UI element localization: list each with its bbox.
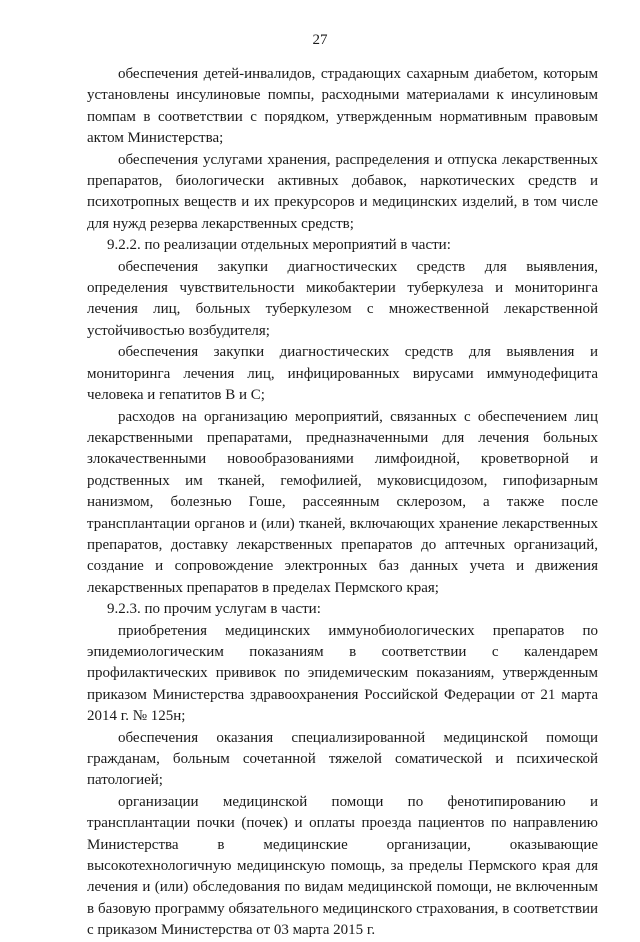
section-9-2-3-heading: 9.2.3. по прочим услугам в части: <box>107 601 321 618</box>
paragraph-kidney-transplant: организации медицинской помощи по фенотипированию и трансплантации почки (почек) и оплаты проезда пациентов по направлению Министерства в медицинские организации, оказывающие высокотехнологичную медицинскую помощь, за пределы Пермского края для лечения и (или) обследования по видам медицинской помощи, не включенным в базовую программу обязательного медицинского страхования, в соответствии с приказом Министерства от 03 марта 2015 г. <box>87 793 598 939</box>
paragraph-drug-provision-expenses: расходов на организацию мероприятий, связанных с обеспечением лиц лекарственными препаратами, предназначенными для лечения больных злокачественными новообразованиями лимфоидной, кроветворной и родственных им тканей, гемофилией, муковисцидозом, гипофизарным нанизмом, болезнью Гоше, рассеянным склерозом, а также после трансплантации органов и (или) тканей, включающих хранение лекарственных препаратов, доставку лекарственных препаратов до аптечных организаций, создание и сопровождение электронных баз данных учета и движения лекарственных препаратов в пределах Пермского края; <box>87 408 598 596</box>
document-body <box>87 64 598 942</box>
page-number: 27 <box>312 32 328 48</box>
paragraph-tuberculosis-diagnostics: обеспечения закупки диагностических средств для выявления, определения чувствительности микобактерии туберкулеза и мониторинга лечения лиц, больных туберкулезом с множественной лекарственной устойчивостью возбудителя; <box>87 258 598 339</box>
section-9-2-2-heading: 9.2.2. по реализации отдельных мероприятий в части: <box>107 237 451 254</box>
paragraph-storage-services: обеспечения услугами хранения, распределения и отпуска лекарственных препаратов, биологически активных добавок, наркотических средств и психотропных веществ и их прекурсоров и медицинских изделий, в том числе для нужд резерва лекарственных средств; <box>87 151 598 232</box>
paragraph-immunobiological-purchase: приобретения медицинских иммунобиологических препаратов по эпидемиологическим показаниям в соответствии с календарем профилактических прививок по эпидемическим показаниям, утвержденным приказом Министерства здравоохранения Российской Федерации от 21 марта 2014 г. № 125н; <box>87 622 598 725</box>
paragraph-specialized-care: обеспечения оказания специализированной медицинской помощи гражданам, больным сочетанной тяжелой соматической и психической патологией; <box>87 729 598 789</box>
paragraph-diabetes-pumps: обеспечения детей-инвалидов, страдающих сахарным диабетом, которым установлены инсулиновые помпы, расходными материалами к инсулиновым помпам в соответствии с порядком, утвержденным нормативным правовым актом Министерства; <box>87 66 598 147</box>
paragraph-hiv-hepatitis-diagnostics: обеспечения закупки диагностических средств для выявления и мониторинга лечения лиц, инфицированных вирусами иммунодефицита человека и гепатитов В и С; <box>87 344 598 404</box>
